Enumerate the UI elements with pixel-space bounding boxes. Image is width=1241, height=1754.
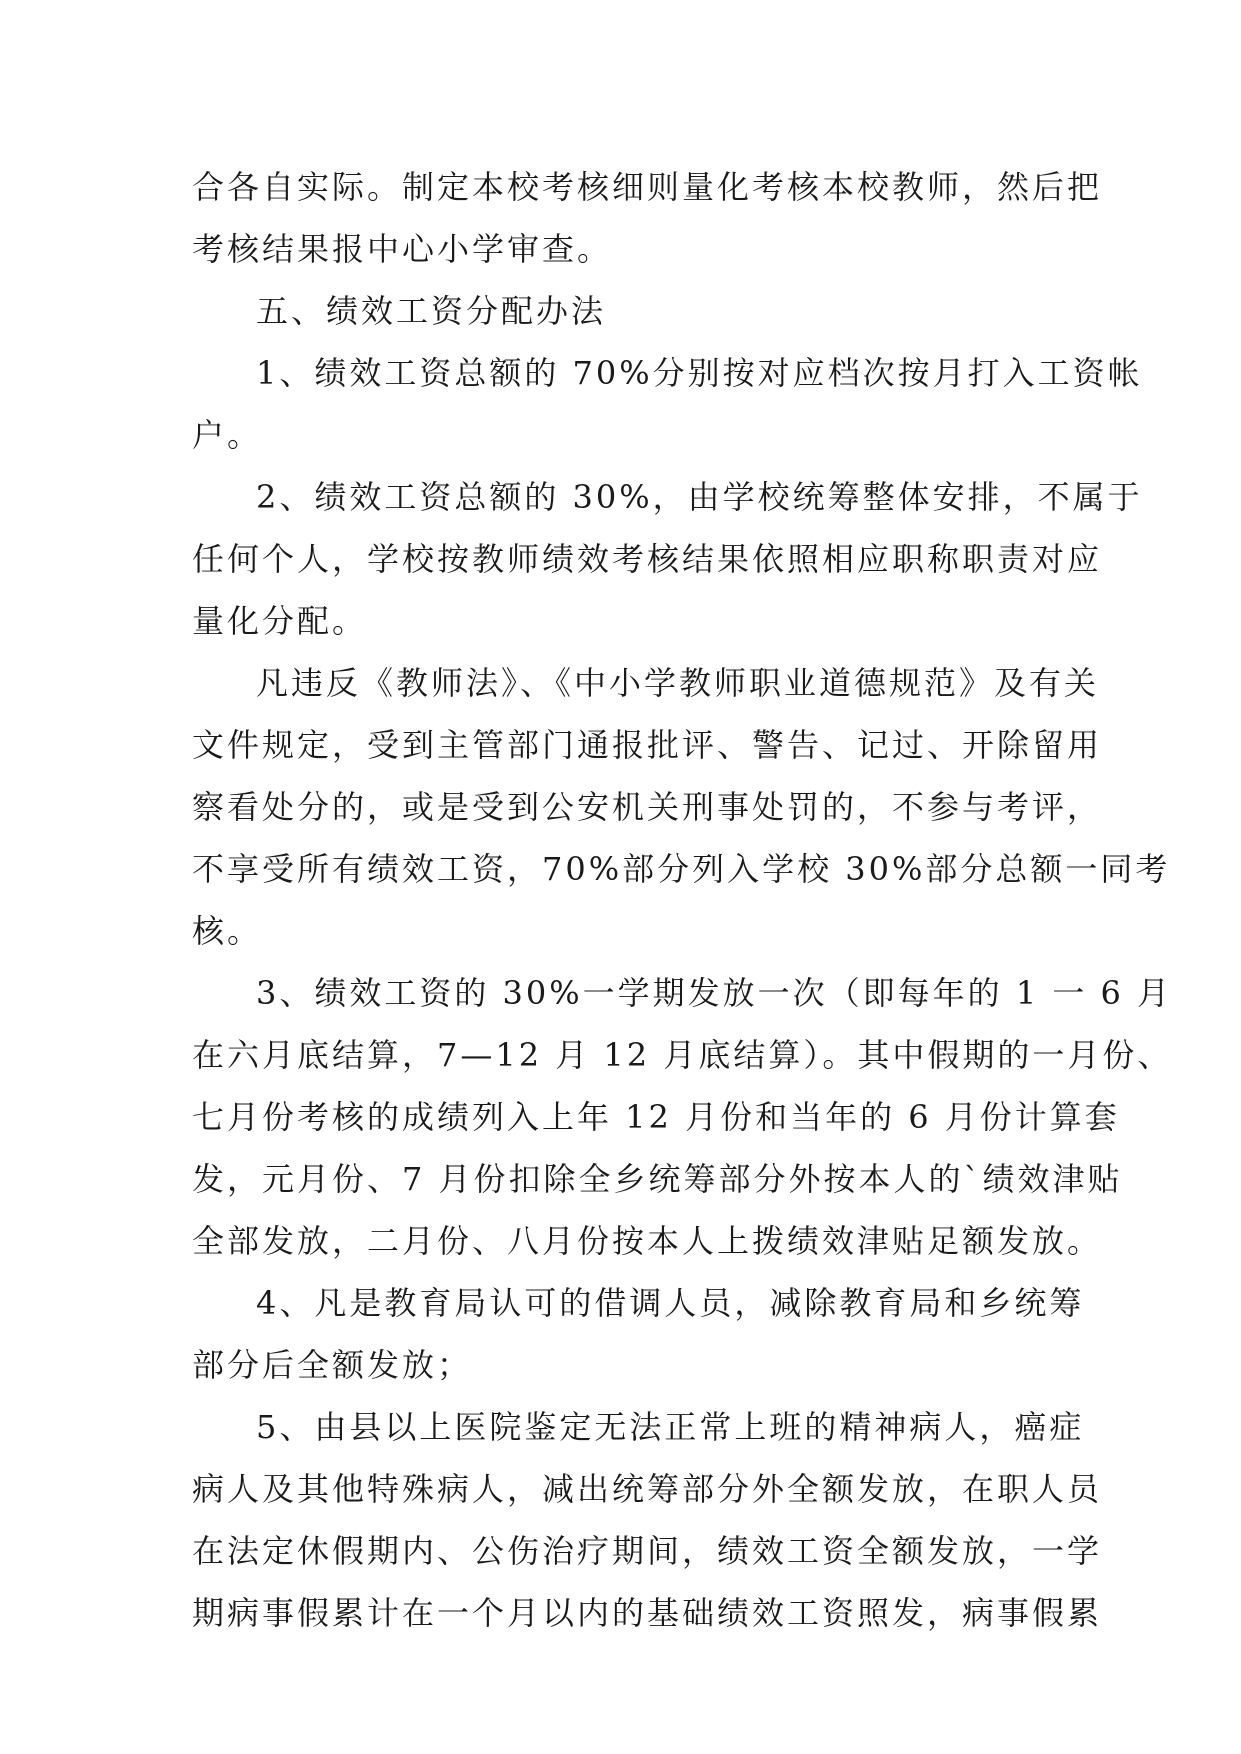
text-line: 察看处分的，或是受到公安机关刑事处罚的，不参与考评， <box>192 788 1103 826</box>
text-line: 发，元月份、7 月份扣除全乡统筹部分外按本人的`绩效津贴 <box>192 1160 1123 1198</box>
text-line: 核。 <box>192 912 263 950</box>
text-line: 4、凡是教育局认可的借调人员，减除教育局和乡统筹 <box>256 1284 1085 1322</box>
text-line: 凡违反《教师法》、《中小学教师职业道德规范》及有关 <box>256 664 1100 702</box>
text-line: 文件规定，受到主管部门通报批评、警告、记过、开除留用 <box>192 726 1103 764</box>
text-line: 病人及其他特殊病人，减出统筹部分外全额发放，在职人员 <box>192 1470 1103 1508</box>
text-line: 合各自实际。制定本校考核细则量化考核本校教师，然后把 <box>192 168 1103 206</box>
text-line: 在六月底结算，7—12 月 12 月底结算）。其中假期的一月份、 <box>192 1036 1173 1074</box>
document-body <box>192 156 1173 1644</box>
text-line: 户。 <box>192 416 263 454</box>
text-line: 期病事假累计在一个月以内的基础绩效工资照发，病事假累 <box>192 1594 1103 1632</box>
text-line: 部分后全额发放； <box>192 1346 473 1384</box>
text-line: 3、绩效工资的 30%一学期发放一次（即每年的 1 一 6 月 <box>256 974 1173 1012</box>
text-line: 考核结果报中心小学审查。 <box>192 230 613 268</box>
text-line: 任何个人，学校按教师绩效考核结果依照相应职称职责对应 <box>192 540 1103 578</box>
text-line: 不享受所有绩效工资，70%部分列入学校 30%部分总额一同考 <box>192 850 1171 888</box>
text-line: 5、由县以上医院鉴定无法正常上班的精神病人，癌症 <box>256 1408 1085 1446</box>
text-line: 1、绩效工资总额的 70%分别按对应档次按月打入工资帐 <box>256 354 1143 392</box>
text-line: 七月份考核的成绩列入上年 12 月份和当年的 6 月份计算套 <box>192 1098 1120 1136</box>
text-line: 在法定休假期内、公伤治疗期间，绩效工资全额发放，一学 <box>192 1532 1103 1570</box>
text-line: 量化分配。 <box>192 602 368 640</box>
section-heading: 五、绩效工资分配办法 <box>256 292 607 330</box>
text-line: 全部发放，二月份、八月份按本人上拨绩效津贴足额发放。 <box>192 1222 1103 1260</box>
text-line: 2、绩效工资总额的 30%，由学校统筹整体安排，不属于 <box>256 478 1143 516</box>
